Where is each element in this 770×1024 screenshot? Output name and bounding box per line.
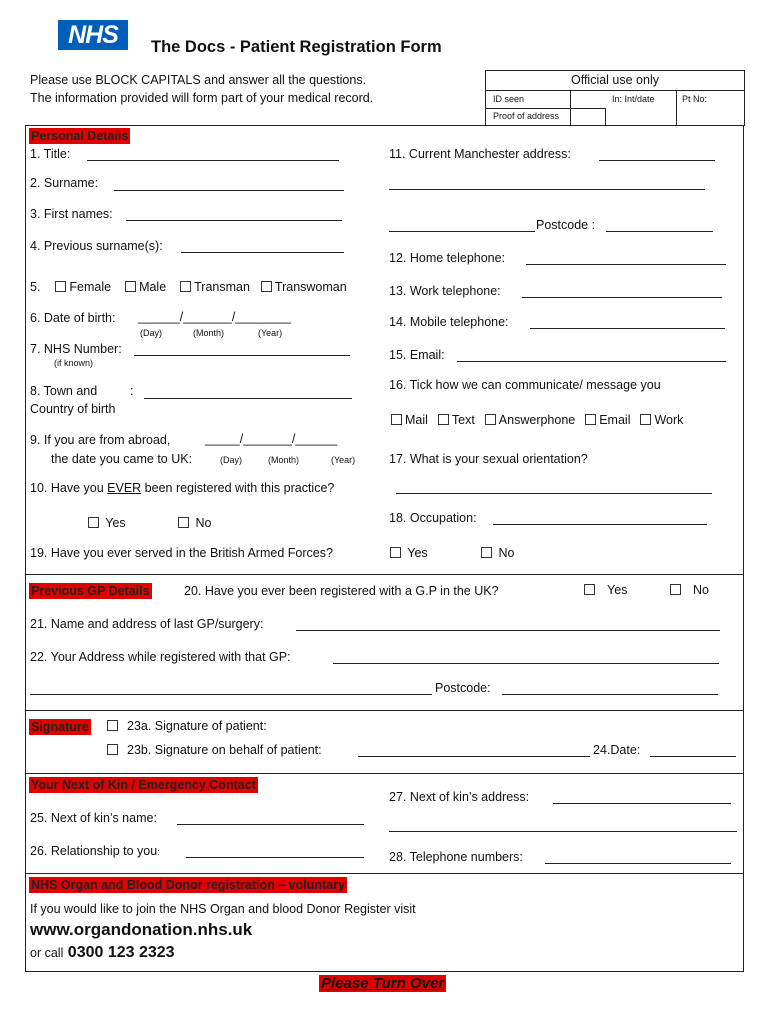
previous-gp-heading: Previous GP Details xyxy=(31,584,150,598)
postcode-field[interactable] xyxy=(606,231,713,232)
previous-surnames-label: 4. Previous surname(s): xyxy=(30,239,163,253)
signature-date-label: 24.Date: xyxy=(593,743,641,757)
if-known-label: (if known) xyxy=(54,358,94,368)
registered-uk-yes: Yes xyxy=(584,583,627,597)
gender-number: 5. xyxy=(30,280,41,294)
donor-call: or call 0300 123 2323 xyxy=(30,944,175,961)
address-field-1[interactable] xyxy=(599,160,715,161)
home-tel-label: 12. Home telephone: xyxy=(389,251,506,265)
orientation-field[interactable] xyxy=(396,493,712,494)
abroad-year-label: (Year) xyxy=(331,455,356,465)
ever-registered-label: 10. Have you EVER been registered with this practice? xyxy=(30,481,335,495)
first-names-field[interactable] xyxy=(126,220,342,221)
dob-month-label: (Month) xyxy=(193,328,225,338)
personal-details-section xyxy=(25,125,744,575)
work-checkbox[interactable] xyxy=(640,414,651,425)
gender-row xyxy=(30,280,347,294)
transwoman-checkbox[interactable] xyxy=(261,281,272,292)
last-gp-field[interactable] xyxy=(296,630,720,631)
work-tel-label: 13. Work telephone: xyxy=(389,284,501,298)
registered-uk-yes-checkbox[interactable] xyxy=(584,584,595,595)
proof-of-address-label: Proof of address xyxy=(493,111,560,121)
email-field[interactable] xyxy=(457,361,726,362)
dob-label: 6. Date of birth: xyxy=(30,311,116,325)
donor-phone[interactable]: 0300 123 2323 xyxy=(67,944,175,961)
kin-telephone-field[interactable] xyxy=(545,863,731,864)
previous-surnames-field[interactable] xyxy=(181,252,344,253)
orientation-label: 17. What is your sexual orientation? xyxy=(389,452,588,466)
surname-field[interactable] xyxy=(114,190,344,191)
page-title: The Docs - Patient Registration Form xyxy=(151,38,442,56)
town-colon: : xyxy=(130,384,134,398)
registered-uk-no: No xyxy=(670,583,709,597)
your-address-field-2[interactable] xyxy=(30,694,432,695)
official-use-box xyxy=(485,70,745,126)
nhs-number-field[interactable] xyxy=(134,355,350,356)
town-country-field[interactable] xyxy=(144,398,352,399)
postcode-label: Postcode : xyxy=(536,218,596,232)
abroad-day-label: (Day) xyxy=(220,455,242,465)
email-checkbox[interactable] xyxy=(585,414,596,425)
signature-behalf-field[interactable] xyxy=(358,756,590,757)
abroad-label-1: 9. If you are from abroad, xyxy=(30,433,171,447)
last-gp-label: 21. Name and address of last GP/surgery: xyxy=(30,617,264,631)
please-turn-over: Please Turn Over xyxy=(321,975,445,992)
signature-patient-checkbox[interactable] xyxy=(107,720,118,731)
town-label: 8. Town and xyxy=(30,384,98,398)
gp-postcode-field[interactable] xyxy=(502,694,718,695)
armed-forces-yes: Yes xyxy=(390,546,428,560)
in-int-date-label: In: Int/date xyxy=(612,94,655,104)
address-field-2[interactable] xyxy=(389,189,705,190)
dob-day-label: (Day) xyxy=(140,328,162,338)
work-tel-field[interactable] xyxy=(522,297,722,298)
title-field[interactable] xyxy=(87,160,339,161)
title-label: 1. Title: xyxy=(30,147,71,161)
abroad-label-2: the date you came to UK: xyxy=(51,452,193,466)
kin-address-label: 27. Next of kin’s address: xyxy=(389,790,530,804)
surname-label: 2. Surname: xyxy=(30,176,99,190)
pt-no-label: Pt No: xyxy=(682,94,708,104)
mobile-tel-label: 14. Mobile telephone: xyxy=(389,315,509,329)
nhs-number-label: 7. NHS Number: xyxy=(30,342,122,356)
kin-relationship-field[interactable] xyxy=(186,857,364,858)
communicate-options: Mail Text Answerphone Email Work xyxy=(391,413,683,427)
kin-name-label: 25. Next of kin’s name: xyxy=(30,811,157,825)
occupation-field[interactable] xyxy=(493,524,707,525)
mail-checkbox[interactable] xyxy=(391,414,402,425)
registered-uk-label: 20. Have you ever been registered with a G.P in the UK? xyxy=(184,584,499,598)
signature-behalf-checkbox[interactable] xyxy=(107,744,118,755)
abroad-month-label: (Month) xyxy=(268,455,300,465)
registered-uk-no-checkbox[interactable] xyxy=(670,584,681,595)
answerphone-checkbox[interactable] xyxy=(485,414,496,425)
official-use-title: Official use only xyxy=(486,71,744,91)
ever-registered-no: No xyxy=(178,516,211,530)
female-checkbox[interactable] xyxy=(55,281,66,292)
signature-behalf: 23b. Signature on behalf of patient: xyxy=(107,743,322,757)
id-seen-label: ID seen xyxy=(493,94,525,104)
male-checkbox[interactable] xyxy=(125,281,136,292)
mobile-tel-field[interactable] xyxy=(530,328,725,329)
kin-address-field-1[interactable] xyxy=(553,803,731,804)
ever-registered-yes-checkbox[interactable] xyxy=(88,517,99,528)
kin-address-field-2[interactable] xyxy=(389,831,737,832)
armed-forces-yes-checkbox[interactable] xyxy=(390,547,401,558)
transman-label: Transman xyxy=(194,280,250,294)
signature-heading: Signature xyxy=(31,720,89,734)
armed-forces-no-checkbox[interactable] xyxy=(481,547,492,558)
male-label: Male xyxy=(139,280,167,294)
text-checkbox[interactable] xyxy=(438,414,449,425)
donor-heading: NHS Organ and Blood Donor registration – voluntary xyxy=(31,878,345,892)
your-address-field-1[interactable] xyxy=(333,663,719,664)
kin-name-field[interactable] xyxy=(177,824,364,825)
signature-patient: 23a. Signature of patient: xyxy=(107,719,267,733)
communicate-label: 16. Tick how we can communicate/ message you xyxy=(389,378,661,392)
email-label: 15. Email: xyxy=(389,348,445,362)
personal-details-heading: Personal Details xyxy=(31,129,129,143)
dob-field[interactable]: ______/_______/________ xyxy=(138,310,291,324)
home-tel-field[interactable] xyxy=(526,264,726,265)
dob-year-label: (Year) xyxy=(258,328,283,338)
female-label: Female xyxy=(69,280,112,294)
next-of-kin-heading: Your Next of Kin / Emergency Contact xyxy=(31,778,256,792)
country-of-birth-label: Country of birth xyxy=(30,402,116,416)
donor-url[interactable]: www.organdonation.nhs.uk xyxy=(30,920,253,939)
gp-postcode-label: Postcode: xyxy=(435,681,491,695)
nhs-logo: NHS xyxy=(58,20,128,50)
kin-relationship-label: 26. Relationship to you: xyxy=(30,844,160,858)
transman-checkbox[interactable] xyxy=(180,281,191,292)
your-address-label: 22. Your Address while registered with that GP: xyxy=(30,650,291,664)
address-label: 11. Current Manchester address: xyxy=(389,147,571,161)
instructions-line-1: Please use BLOCK CAPITALS and answer all the questions. xyxy=(30,73,367,87)
armed-forces-no: No xyxy=(481,546,514,560)
first-names-label: 3. First names: xyxy=(30,207,113,221)
ever-registered-yes: Yes xyxy=(88,516,126,530)
ever-registered-no-checkbox[interactable] xyxy=(178,517,189,528)
kin-telephone-label: 28. Telephone numbers: xyxy=(389,850,523,864)
address-field-3[interactable] xyxy=(389,231,535,232)
abroad-date-field[interactable]: _____/_______/______ xyxy=(205,432,338,446)
armed-forces-label: 19. Have you ever served in the British Armed Forces? xyxy=(30,546,333,560)
instructions-line-2: The information provided will form part of your medical record. xyxy=(30,91,374,105)
donor-text: If you would like to join the NHS Organ and blood Donor Register visit xyxy=(30,902,416,916)
signature-date-field[interactable] xyxy=(650,756,736,757)
transwoman-label: Transwoman xyxy=(274,280,347,294)
occupation-label: 18. Occupation: xyxy=(389,511,477,525)
